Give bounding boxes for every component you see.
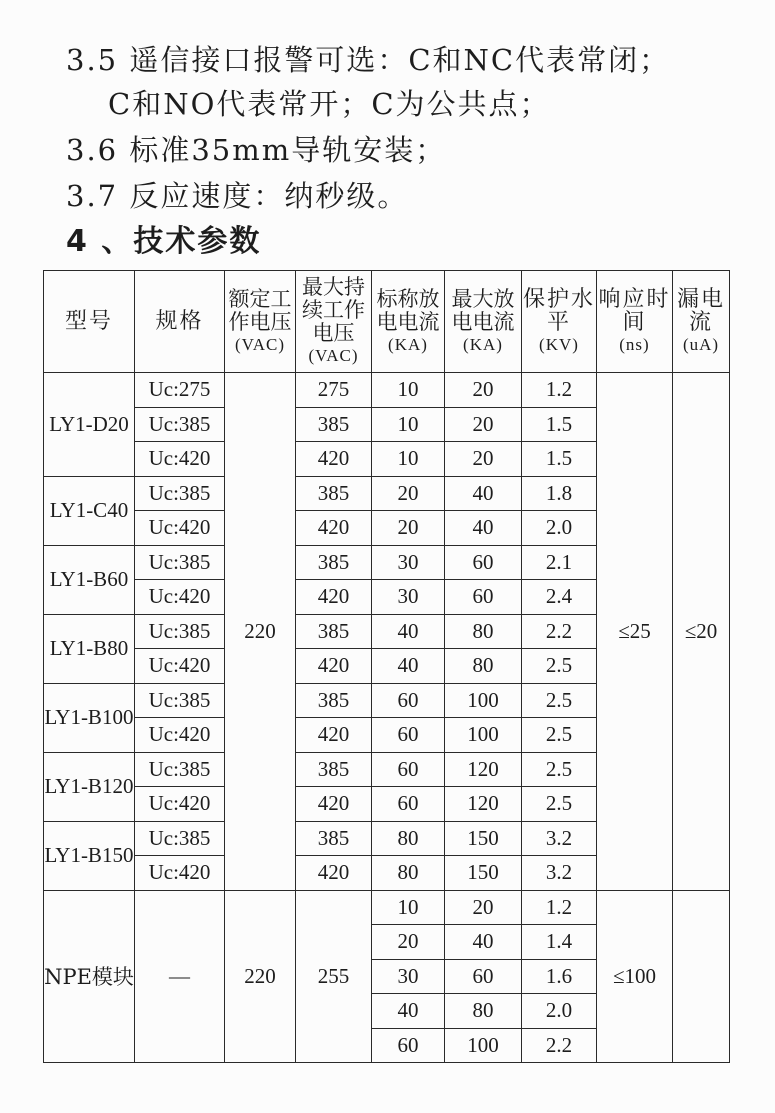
protection-level-cell: 1.5	[522, 407, 597, 442]
nominal-current-cell: 40	[372, 994, 445, 1029]
protection-level-cell: 2.5	[522, 752, 597, 787]
max-voltage-cell: 385	[296, 821, 372, 856]
model-cell: LY1-B60	[44, 545, 135, 614]
protection-level-cell: 1.8	[522, 476, 597, 511]
header-nominal-current: 标称放电电流 (KA)	[372, 271, 445, 373]
spec-cell: Uc:420	[135, 580, 225, 615]
table-row	[44, 373, 730, 408]
model-cell: LY1-B120	[44, 752, 135, 821]
max-voltage-cell: 275	[296, 373, 372, 408]
nominal-current-cell: 40	[372, 614, 445, 649]
response-time-cell: ≤25	[597, 373, 673, 891]
max-current-cell: 20	[445, 407, 522, 442]
protection-level-cell: 2.5	[522, 649, 597, 684]
model-cell: LY1-B150	[44, 821, 135, 890]
max-voltage-cell: 255	[296, 890, 372, 1063]
item-3-7-text: 3.7 反应速度：纳秒级。	[66, 179, 409, 213]
max-voltage-cell: 385	[296, 614, 372, 649]
model-cell: LY1-C40	[44, 476, 135, 545]
header-max-current: 最大放电电流 (KA)	[445, 271, 522, 373]
max-current-cell: 60	[445, 545, 522, 580]
nominal-current-cell: 20	[372, 925, 445, 960]
spec-cell: Uc:385	[135, 821, 225, 856]
nominal-current-cell: 60	[372, 787, 445, 822]
max-voltage-cell: 385	[296, 545, 372, 580]
max-current-cell: 40	[445, 925, 522, 960]
max-voltage-cell: 420	[296, 649, 372, 684]
nominal-current-cell: 60	[372, 1028, 445, 1063]
nominal-current-cell: 10	[372, 442, 445, 477]
protection-level-cell: 1.4	[522, 925, 597, 960]
nominal-current-cell: 60	[372, 752, 445, 787]
protection-level-cell: 1.5	[522, 442, 597, 477]
max-voltage-cell: 420	[296, 718, 372, 753]
protection-level-cell: 2.5	[522, 718, 597, 753]
nominal-current-cell: 60	[372, 718, 445, 753]
spec-cell: Uc:420	[135, 649, 225, 684]
max-current-cell: 120	[445, 787, 522, 822]
spec-cell: Uc:420	[135, 787, 225, 822]
spec-cell: Uc:420	[135, 856, 225, 891]
protection-level-cell: 2.5	[522, 683, 597, 718]
spec-cell: Uc:275	[135, 373, 225, 408]
nominal-current-cell: 80	[372, 821, 445, 856]
max-voltage-cell: 420	[296, 856, 372, 891]
nominal-current-cell: 80	[372, 856, 445, 891]
protection-level-cell: 2.0	[522, 994, 597, 1029]
max-voltage-cell: 420	[296, 787, 372, 822]
max-voltage-cell: 420	[296, 442, 372, 477]
nominal-current-cell: 20	[372, 476, 445, 511]
max-voltage-cell: 385	[296, 752, 372, 787]
item-3-5-continuation: C和NO代表常开；C为公共点；	[108, 87, 551, 121]
protection-level-cell: 1.2	[522, 373, 597, 408]
nominal-current-cell: 30	[372, 580, 445, 615]
header-protection-level: 保护水平 (KV)	[522, 271, 597, 373]
max-current-cell: 40	[445, 476, 522, 511]
rated-voltage-cell: 220	[225, 373, 296, 891]
protection-level-cell: 1.6	[522, 959, 597, 994]
nominal-current-cell: 60	[372, 683, 445, 718]
max-current-cell: 120	[445, 752, 522, 787]
spec-cell: —	[135, 890, 225, 1063]
max-current-cell: 80	[445, 614, 522, 649]
item-3-5-text: 3.5 遥信接口报警可选：C和NC代表常闭；	[66, 43, 671, 77]
spec-cell: Uc:420	[135, 511, 225, 546]
max-current-cell: 100	[445, 1028, 522, 1063]
model-cell: LY1-D20	[44, 373, 135, 477]
header-leakage-current: 漏电流 (uA)	[673, 271, 730, 373]
protection-level-cell: 2.0	[522, 511, 597, 546]
spec-cell: Uc:385	[135, 614, 225, 649]
spec-cell: Uc:420	[135, 718, 225, 753]
max-voltage-cell: 385	[296, 476, 372, 511]
max-voltage-cell: 420	[296, 511, 372, 546]
max-current-cell: 100	[445, 683, 522, 718]
leakage-current-cell	[673, 890, 730, 1063]
max-current-cell: 60	[445, 959, 522, 994]
max-voltage-cell: 385	[296, 407, 372, 442]
protection-level-cell: 2.2	[522, 1028, 597, 1063]
protection-level-cell: 2.2	[522, 614, 597, 649]
max-current-cell: 150	[445, 856, 522, 891]
protection-level-cell: 2.5	[522, 787, 597, 822]
spec-cell: Uc:420	[135, 442, 225, 477]
spec-cell: Uc:385	[135, 752, 225, 787]
max-current-cell: 100	[445, 718, 522, 753]
max-current-cell: 80	[445, 649, 522, 684]
nominal-current-cell: 10	[372, 373, 445, 408]
spec-cell: Uc:385	[135, 545, 225, 580]
max-current-cell: 40	[445, 511, 522, 546]
protection-level-cell: 3.2	[522, 856, 597, 891]
header-spec: 规格	[135, 271, 225, 373]
table-header-row	[44, 271, 730, 373]
nominal-current-cell: 40	[372, 649, 445, 684]
technical-parameters-table	[43, 270, 730, 1063]
nominal-current-cell: 10	[372, 890, 445, 925]
max-current-cell: 60	[445, 580, 522, 615]
spec-cell: Uc:385	[135, 683, 225, 718]
nominal-current-cell: 20	[372, 511, 445, 546]
model-cell: LY1-B80	[44, 614, 135, 683]
rated-voltage-cell: 220	[225, 890, 296, 1063]
nominal-current-cell: 30	[372, 959, 445, 994]
header-rated-voltage: 额定工作电压 (VAC)	[225, 271, 296, 373]
max-voltage-cell: 420	[296, 580, 372, 615]
leakage-current-cell: ≤20	[673, 373, 730, 891]
section-heading: 4 、技术参数	[66, 224, 262, 259]
max-current-cell: 80	[445, 994, 522, 1029]
protection-level-cell: 2.1	[522, 545, 597, 580]
header-model: 型号	[44, 271, 135, 373]
max-current-cell: 20	[445, 890, 522, 925]
item-3-6-text: 3.6 标准35mm导轨安装；	[66, 133, 447, 167]
max-current-cell: 20	[445, 373, 522, 408]
header-max-cont-voltage: 最大持续工作电压 (VAC)	[296, 271, 372, 373]
max-current-cell: 20	[445, 442, 522, 477]
protection-level-cell: 3.2	[522, 821, 597, 856]
nominal-current-cell: 10	[372, 407, 445, 442]
header-response-time: 响应时间 (ns)	[597, 271, 673, 373]
table-body	[44, 373, 730, 1063]
max-current-cell: 150	[445, 821, 522, 856]
spec-cell: Uc:385	[135, 476, 225, 511]
response-time-cell: ≤100	[597, 890, 673, 1063]
protection-level-cell: 1.2	[522, 890, 597, 925]
model-cell: NPE模块	[44, 890, 135, 1063]
max-voltage-cell: 385	[296, 683, 372, 718]
nominal-current-cell: 30	[372, 545, 445, 580]
spec-cell: Uc:385	[135, 407, 225, 442]
model-cell: LY1-B100	[44, 683, 135, 752]
table-row	[44, 890, 730, 925]
protection-level-cell: 2.4	[522, 580, 597, 615]
